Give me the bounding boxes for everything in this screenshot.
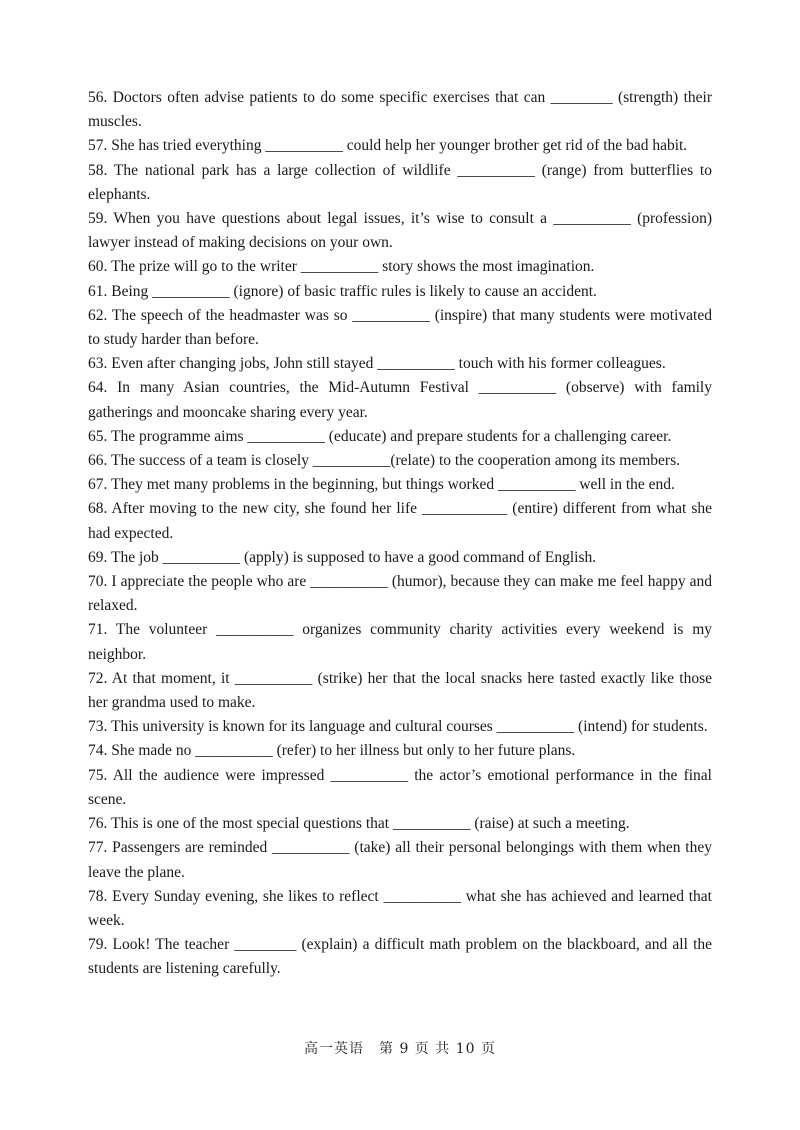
- question-74: 74. She made no __________ (refer) to her illness but only to her future plans.: [88, 742, 576, 760]
- question-65: 65. The programme aims __________ (educate) and prepare students for a challenging career.: [88, 427, 672, 445]
- question-59: 59. When you have questions about legal issues, it’s wise to consult a __________ (profession) lawyer instead of making decisions on your own.: [88, 210, 712, 252]
- question-62: 62. The speech of the headmaster was so __________ (inspire) that many students were motivated to study harder than before.: [88, 306, 712, 349]
- question-76: 76. This is one of the most special questions that __________ (raise) at such a meeting.: [88, 815, 630, 833]
- question-66: 66. The success of a team is closely __________(relate) to the cooperation among its members.: [88, 452, 680, 470]
- question-56: 56. Doctors often advise patients to do some specific exercises that can ________ (strength) their muscles.: [88, 89, 712, 131]
- page-footer: 高一英语 第 9 页 共 10 页: [304, 1041, 496, 1057]
- question-77: 77. Passengers are reminded __________ (take) all their personal belongings with them when they leave the plane.: [88, 839, 712, 881]
- question-60: 60. The prize will go to the writer __________ story shows the most imagination.: [88, 258, 595, 276]
- question-57: 57. She has tried everything __________ could help her younger brother get rid of the bad habit.: [88, 137, 688, 155]
- question-68: 68. After moving to the new city, she found her life ___________ (entire) different from what she had expected.: [88, 500, 712, 542]
- question-72: 72. At that moment, it __________ (strike) her that the local snacks here tasted exactly like those her grandma used to make.: [88, 669, 712, 712]
- question-70: 70. I appreciate the people who are __________ (humor), because they can make me feel happy and relaxed.: [88, 573, 712, 615]
- question-67: 67. They met many problems in the beginning, but things worked __________ well in the end.: [88, 476, 675, 494]
- question-58: 58. The national park has a large collection of wildlife __________ (range) from butterflies to elephants.: [88, 161, 712, 203]
- question-69: 69. The job __________ (apply) is supposed to have a good command of English.: [88, 548, 597, 566]
- question-71: 71. The volunteer __________ organizes community charity activities every weekend is my neighbor.: [88, 621, 712, 663]
- question-79: 79. Look! The teacher ________ (explain) a difficult math problem on the blackboard, and all the students are listening carefully.: [88, 936, 712, 978]
- question-61: 61. Being __________ (ignore) of basic traffic rules is likely to cause an accident.: [88, 282, 597, 300]
- question-list: [88, 86, 712, 982]
- question-63: 63. Even after changing jobs, John still stayed __________ touch with his former colleagues.: [88, 355, 666, 373]
- question-64: 64. In many Asian countries, the Mid-Autumn Festival __________ (observe) with family gatherings and mooncake sharing every year.: [88, 379, 712, 421]
- question-73: 73. This university is known for its language and cultural courses __________ (intend) for students.: [88, 718, 708, 736]
- question-75: 75. All the audience were impressed __________ the actor’s emotional performance in the final scene.: [88, 766, 712, 808]
- question-78: 78. Every Sunday evening, she likes to reflect __________ what she has achieved and learned that week.: [88, 887, 712, 929]
